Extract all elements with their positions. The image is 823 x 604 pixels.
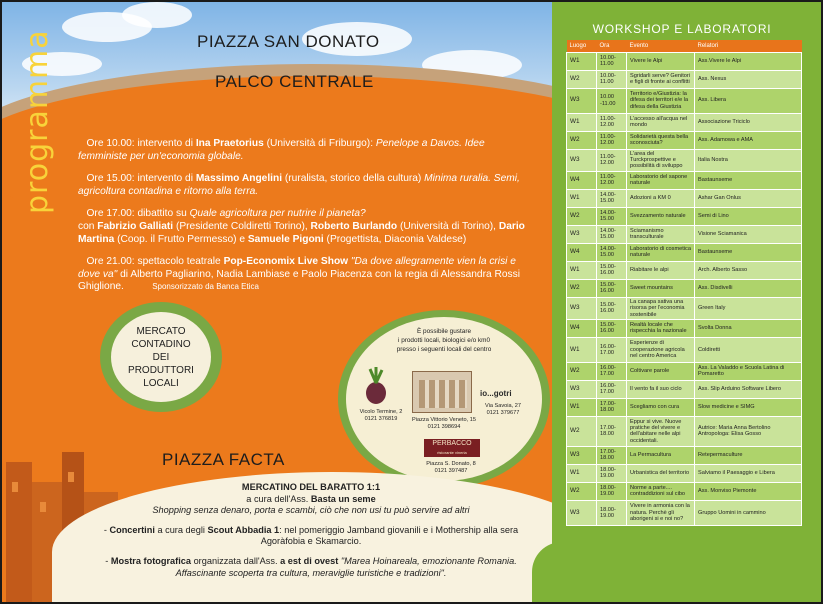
table-cell: W1 [567,189,597,207]
table-row [567,482,802,500]
table-row [567,149,802,171]
table-cell: L'accesso all'acqua nel mondo [627,113,695,131]
table-cell: W3 [567,500,597,525]
table-cell: W2 [567,131,597,149]
table-cell: 14.00-15.00 [597,207,627,225]
table-cell: 14.00-15.00 [597,243,627,261]
table-cell: 15.00-16.00 [597,279,627,297]
table-cell: W3 [567,380,597,398]
table-row [567,131,802,149]
table-row [567,446,802,464]
table-cell: Svolta Donna [695,319,802,337]
table-cell: Ass. Slip Arduino Software Libero [695,380,802,398]
table-row [567,380,802,398]
table-row [567,297,802,319]
table-cell: W4 [567,319,597,337]
table-cell: Ass. La Valaddo e Scuola Latina di Pomaretto [695,362,802,380]
table-cell: W1 [567,398,597,416]
table-row [567,189,802,207]
facta-title: PIAZZA FACTA [162,450,285,469]
table-cell: Coltivare parole [627,362,695,380]
table-cell: Ashar Gan Onlus [695,189,802,207]
table-row [567,319,802,337]
table-row [567,243,802,261]
table-row [567,225,802,243]
table-cell: 18.00-19.00 [597,464,627,482]
table-cell: Sciamanismo transculturale [627,225,695,243]
table-cell: Riabitare le alpi [627,261,695,279]
table-cell: 14.00-15.00 [597,225,627,243]
table-cell: 16.00-17.00 [597,380,627,398]
table-cell: 18.00-19.00 [597,500,627,525]
table-cell: W3 [567,88,597,113]
building-photo [412,371,472,413]
table-row [567,261,802,279]
table-cell: Urbanistica del territorio [627,464,695,482]
table-cell: Adozioni a KM 0 [627,189,695,207]
table-cell: Associazione Triciclo [695,113,802,131]
table-row [567,337,802,362]
workshop-title: WORKSHOP E LABORATORI [592,22,772,36]
table-cell: W2 [567,279,597,297]
table-cell: W4 [567,243,597,261]
table-cell: 15.00-16.00 [597,261,627,279]
table-cell: Bastaunseme [695,243,802,261]
table-cell: Laboratorio di cosmetica naturale [627,243,695,261]
table-cell: W1 [567,52,597,70]
table-cell: 17.00-18.00 [597,398,627,416]
table-cell: W2 [567,482,597,500]
workshop-table [566,40,802,526]
table-cell: W4 [567,171,597,189]
table-cell: Ass.Vivere le Alpi [695,52,802,70]
table-cell: W3 [567,297,597,319]
table-cell: Il vento fa il suo ciclo [627,380,695,398]
table-cell: W1 [567,337,597,362]
table-cell: Realtà locale che rispecchia la nazionale [627,319,695,337]
program-page [2,2,821,602]
table-row [567,113,802,131]
table-cell: La Permacultura [627,446,695,464]
table-cell: 10.00-11.00 [597,52,627,70]
table-cell: Solidarietà questa bella sconosciuta? [627,131,695,149]
locali-intro: È possibile gustare i prodotti locali, biologici e/o km0 presso i seguenti locali del centro [396,328,492,353]
facta-item: MERCATINO DEL BARATTO 1:1 a cura dell'Ass. Basta un seme Shopping senza denaro, porta e scambi, ciò che non usi tu può servire ad altri [152,482,470,516]
table-cell: Arch. Alberto Sasso [695,261,802,279]
workshop-panel [552,2,821,602]
table-cell: Ass. Libera [695,88,802,113]
table-row [567,70,802,88]
table-cell: Scegliamo con cura [627,398,695,416]
table-cell: Retepermaculture [695,446,802,464]
table-row [567,398,802,416]
page-subtitle: PALCO CENTRALE [215,72,374,91]
table-cell: 16.00-17.00 [597,362,627,380]
table-cell: Visione Sciamanica [695,225,802,243]
table-cell: 17.00-18.00 [597,416,627,446]
table-cell: Sgridarli serve? Genitori e figli di fronte ai conflitti [627,70,695,88]
table-cell: 18.00-19.00 [597,482,627,500]
program-item: Ore 10.00: intervento di Ina Praetorius (Università di Friburgo): Penelope a Davos. Idee femministe per un'economia globale. [78,138,485,162]
vertical-label: programma [20,29,55,214]
table-cell: Green Italy [695,297,802,319]
table-cell: Bastaunseme [695,171,802,189]
io-gotri-logo: io...gotri [480,389,512,398]
table-cell: Norme a parte.... contraddizioni sul cibo [627,482,695,500]
table-cell: Laboratorio del sapone naturale [627,171,695,189]
page-title: PIAZZA SAN DONATO [197,32,380,51]
table-cell: W2 [567,362,597,380]
table-cell: Ass. Adamowa e AMA [695,131,802,149]
table-cell: L'area del Turckprospettive e possibilità di sviluppo [627,149,695,171]
table-cell: Sweet mountains [627,279,695,297]
table-cell: Coldiretti [695,337,802,362]
table-cell: Vivere in armonia con la natura. Perchè gli aborigeni si e noi no? [627,500,695,525]
table-cell: W1 [567,113,597,131]
table-cell: W2 [567,70,597,88]
locali-circle: È possibile gustare i prodotti locali, biologici e/o km0 presso i seguenti locali del centro Vicolo Termine, 2 0121 376819 Piazza Vittorio Veneto, 15 0121 398694 io...gotri Via Savoia, 27 0121 379677 PERBACCO ristorante vineria Piazza S. Donato, 8 0121 397487 [338,310,550,488]
table-cell: Esperienze di cooperazione agricola nel centro America [627,337,695,362]
table-cell: 17.00-18.00 [597,446,627,464]
program-text [78,138,528,304]
table-cell: Ass. Disdivelli [695,279,802,297]
table-cell: 11.00-12.00 [597,149,627,171]
table-cell: 15.00-16.00 [597,297,627,319]
table-cell: Svezzamento naturale [627,207,695,225]
table-row [567,500,802,525]
table-cell: 10.00 -11.00 [597,88,627,113]
program-item: Ore 21.00: spettacolo teatrale Pop-Economix Live Show "Da dove allegramente vien la crisi e dove va" di Alberto Pagliarino, Nadia Lambiase e Paolo Piacenza con la regia di Alessandra Rossi Ghiglione. Sponsorizzato da Banca Etica [78,256,520,293]
table-cell: W1 [567,261,597,279]
program-item: Ore 15.00: intervento di Massimo Angelini (ruralista, storico della cultura) Minima ruralia. Semi, agricoltura contadina e ritorno alla terra. [78,173,520,197]
program-item: Ore 17.00: dibattito su Quale agricoltura per nutrire il pianeta? con Fabrizio Galliati (Presidente Coldiretti Torino), Roberto Burlando (Università di Torino), Dario Martina (Coop. il Frutto Permesso) e Samuele Pigoni (Progettista, Diaconia Valdese) [78,208,525,245]
perbacco-logo: PERBACCO ristorante vineria [424,439,480,457]
table-cell: W2 [567,207,597,225]
table-cell: Semi di Lino [695,207,802,225]
table-cell: Salviamo il Paesaggio e Libera [695,464,802,482]
table-cell: 11.00-12.00 [597,171,627,189]
table-row [567,88,802,113]
table-header: Luogo Ora Evento Relatori [567,40,802,52]
table-cell: 11.00-12.00 [597,113,627,131]
table-cell: La canapa sativa una risorsa per l'economia sostenibile [627,297,695,319]
mercato-badge: MERCATO CONTADINO DEI PRODUTTORI LOCALI [100,302,222,412]
table-row [567,171,802,189]
table-cell: 10.00-11.00 [597,70,627,88]
table-cell: Vivere le Alpi [627,52,695,70]
facta-text [86,482,536,587]
facta-item: - Concertini a cura degli Scout Abbadia 1: nel pomeriggio Jamband giovanili e i Mothership alla sera Agoràfobia e Skamarcio. [103,524,519,547]
table-row [567,464,802,482]
table-row [567,279,802,297]
table-row [567,362,802,380]
table-cell: W3 [567,149,597,171]
table-cell: W3 [567,446,597,464]
beet-logo-icon [360,367,392,407]
table-cell: W2 [567,416,597,446]
table-cell: Autrice: Maria Anna Bertolino Antropologa: Elisa Gosso [695,416,802,446]
table-row [567,207,802,225]
table-cell: 14.00-15.00 [597,189,627,207]
table-cell: Ass. Nexus [695,70,802,88]
table-cell: 15.00-16.00 [597,319,627,337]
table-cell: Italia Nostra [695,149,802,171]
table-cell: Eppur si vive. Nuove pratiche del vivere e dell'abitare nelle alpi occidentali. [627,416,695,446]
table-cell: 11.00-12.00 [597,131,627,149]
table-cell: Territorio e/Giustizia: la difesa dei territori e/e la difesa della Giustizia [627,88,695,113]
table-row [567,52,802,70]
table-row [567,416,802,446]
facta-item: - Mostra fotografica organizzata dall'Ass. a est di ovest "Marea Hoinareala, emozionante Romania. Affascinante scoperta tra cultura, meraviglie turistiche e tradizioni". [105,555,517,578]
table-cell: Gruppo Uomini in cammino [695,500,802,525]
table-cell: W1 [567,464,597,482]
table-cell: Ass. Monviso Piemonte [695,482,802,500]
table-cell: 16.00-17.00 [597,337,627,362]
table-cell: W3 [567,225,597,243]
table-cell: Slow medicine e SIMG [695,398,802,416]
